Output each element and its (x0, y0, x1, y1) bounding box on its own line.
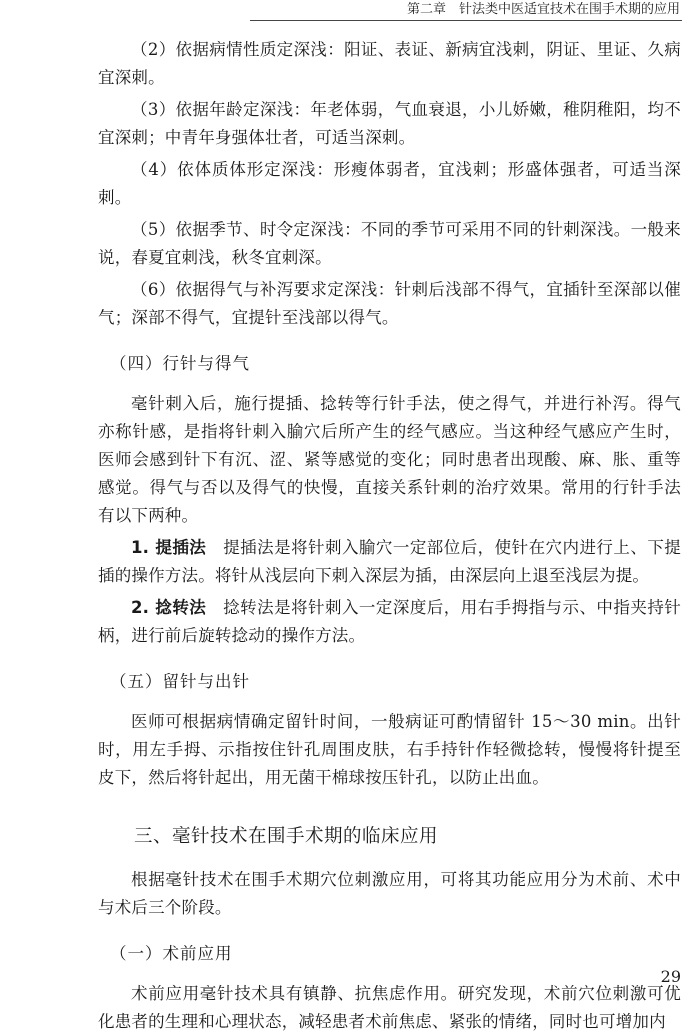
section5-paragraph: 医师可根据病情确定留针时间，一般病证可酌情留针 15～30 min。出针时，用左手拇、示指按住针孔周围皮肤，右手持针作轻微捻转，慢慢将针提至皮下，然后将针起出，用无菌干棉球按压针孔，以防止出血。 (98, 712, 681, 787)
depth-item-2: （2）依据病情性质定深浅：阳证、表证、新病宜浅刺，阴证、里证、久病宜深刺。 (98, 40, 681, 87)
section5-heading: （五）留针与出针 (110, 672, 250, 691)
chapter3-paragraph: 根据毫针技术在围手术期穴位刺激应用，可将其功能应用分为术前、术中与术后三个阶段。 (98, 870, 681, 917)
running-header: 第二章 针法类中医适宜技术在围手术期的应用 (250, 0, 682, 21)
section4-heading: （四）行针与得气 (110, 354, 250, 373)
depth-item-4: （4）依体质体形定深浅：形瘦体弱者，宜浅刺；形盛体强者，可适当深刺。 (98, 160, 681, 207)
technique1-term: 1. 提插法 (131, 538, 207, 557)
technique1-paragraph (98, 534, 681, 590)
page-number: 29 (660, 967, 681, 986)
depth-item-6: （6）依据得气与补泻要求定深浅：针刺后浅部不得气，宜插针至深部以催气；深部不得气，宜提针至浅部以得气。 (98, 280, 681, 327)
technique1-text: 提插法是将针刺入腧穴一定部位后，使针在穴内进行上、下提插的操作方法。将针从浅层向下刺入深层为插，由深层向上退至浅层为提。 (98, 538, 681, 585)
subsection1-paragraph: 术前应用毫针技术具有镇静、抗焦虑作用。研究发现，术前穴位刺激可优化患者的生理和心理状态，减轻患者术前焦虑、紧张的情绪，同时也可增加内 (98, 984, 681, 1031)
subsection1-heading: （一）术前应用 (110, 944, 233, 963)
technique2-text: 捻转法是将针刺入一定深度后，用右手拇指与示、中指夹持针柄，进行前后旋转捻动的操作方法。 (98, 598, 681, 645)
chapter3-heading: 三、毫针技术在围手术期的临床应用 (134, 826, 439, 847)
depth-item-3: （3）依据年龄定深浅：年老体弱，气血衰退，小儿娇嫩，稚阴稚阳，均不宜深刺；中青年身强体壮者，可适当深刺。 (98, 100, 681, 147)
section4-paragraph: 毫针刺入后，施行提插、捻转等行针手法，使之得气，并进行补泻。得气亦称针感，是指将针刺入腧穴后所产生的经气感应。当这种经气感应产生时，医师会感到针下有沉、涩、紧等感觉的变化；同时患者出现酸、麻、胀、重等感觉。得气与否以及得气的快慢，直接关系针刺的治疗效果。常用的行针手法有以下两种。 (98, 394, 681, 525)
page-content (98, 36, 681, 1036)
depth-item-5: （5）依据季节、时令定深浅：不同的季节可采用不同的针刺深浅。一般来说，春夏宜刺浅，秋冬宜刺深。 (98, 220, 681, 267)
technique2-paragraph (98, 594, 681, 650)
technique2-term: 2. 捻转法 (131, 598, 207, 617)
